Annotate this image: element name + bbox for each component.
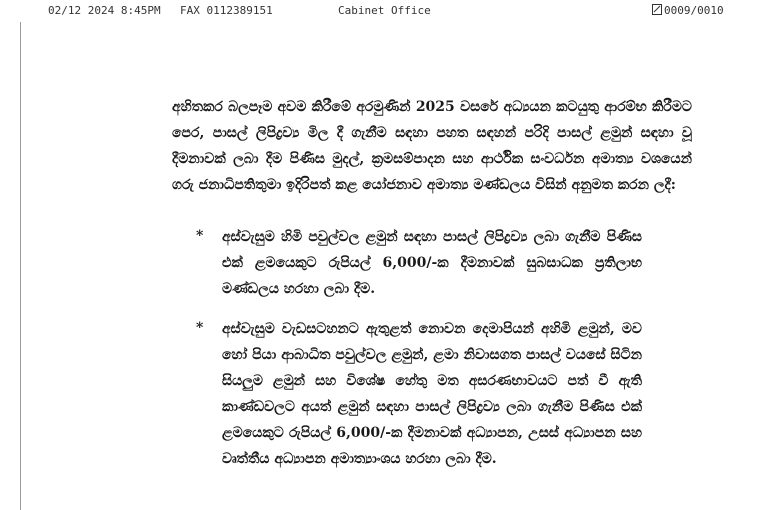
page-icon <box>652 4 662 15</box>
page-left-edge <box>20 22 21 510</box>
fax-page-indicator <box>652 4 724 17</box>
bullet-item-2: අස්වැසුම වැඩසටහනට ඇතුළත් නොවන දෙමාපියන් අහිමි ළමුන්, මව හෝ පියා ආබාධිත පවුල්වල ළමුන්, ළමා නිවාසගත පාසල් වයසේ සිටින සියලුම ළමුන් සහ විශේෂ හේතු මත අසරණභාවයට පත් වී ඇති කාණ්ඩවලට අයත් ළමුන් සඳහා පාසල් ලිපිද්‍රව්‍ය ලබා ගැනීම පිණිස එක් ළමයෙකුට රුපියල් 6,000/-ක දීමනාවක් අධ්‍යාපන, උසස් අධ්‍යාපන සහ වෘත්තීය අධ්‍යාපන අමාත්‍යාංශය හරහා ලබා දීම. <box>222 321 642 467</box>
fax-page-number: 0009/0010 <box>664 4 724 17</box>
main-paragraph: අහිතකර බලපෑම අවම කිරීමේ අරමුණින් 2025 වසරේ අධ්‍යයන කටයුතු ආරම්භ කිරීමට පෙර, පාසල් ලිපිද්‍රව්‍ය මිල දී ගැනීම සඳහා පහත සඳහන් පරිදි පාසල් ළමුන් සඳහා වූ දීමනාවක් ලබා දීම පිණිස මුදල්, ක්‍රමසම්පාදන සහ ආර්ථික සංවර්ධන අමාත්‍ය වශයෙන් ගරු ජනාධිපතිතුමා ඉදිරිපත් කළ යෝජනාව අමාත්‍ය මණ්ඩලය විසින් අනුමත කරන ලදී: <box>172 99 692 193</box>
fax-number: FAX 0112389151 <box>180 4 273 17</box>
bullet-item-1: අස්වැසුම හිමි පවුල්වල ළමුන් සඳහා පාසල් ලිපිද්‍රව්‍ය ලබා ගැනීම පිණිස එක් ළමයෙකුට රුපියල් 6,000/-ක දීමනාවක් සුබසාධක ප්‍රතිලාභ මණ්ඩලය හරහා ලබා දීම. <box>222 229 642 297</box>
fax-datetime: 02/12 2024 8:45PM <box>48 4 161 17</box>
bullet-marker: * <box>196 228 204 244</box>
bullet-marker: * <box>196 320 204 336</box>
fax-organization: Cabinet Office <box>338 4 431 17</box>
fax-header <box>0 0 783 22</box>
